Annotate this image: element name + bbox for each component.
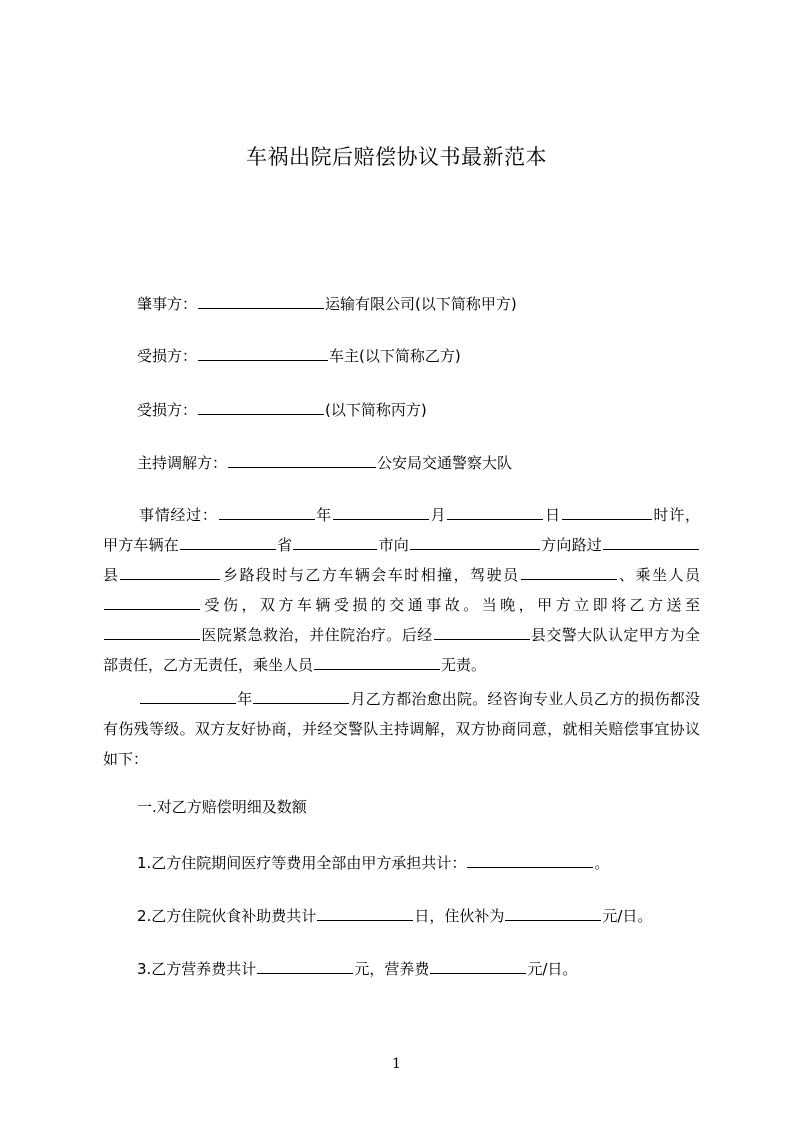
incident-blank-13 [434, 622, 530, 640]
item-3-blank-1 [257, 956, 353, 974]
incident-text-4: 日 [544, 506, 561, 524]
incident-text-12: 受伤，双方车辆受损的交通事故。当晚，甲方立即将乙方送至 [201, 596, 700, 614]
page-number: 1 [392, 1056, 401, 1072]
party-c-blank [198, 397, 324, 415]
incident-text-1: 事情经过： [139, 506, 218, 524]
item-1-line [137, 850, 609, 874]
item-1-end: 。 [594, 854, 610, 872]
incident-text-6: 省 [276, 536, 293, 554]
item-1-blank [467, 850, 593, 868]
party-b-blank [198, 343, 328, 361]
incident-blank-3 [447, 502, 543, 520]
item-2-line [137, 903, 652, 927]
incident-blank-6 [293, 532, 377, 550]
party-b-suffix: 车主(以下简称乙方) [329, 347, 461, 365]
incident-blank-8 [603, 532, 699, 550]
incident-text-7: 市向 [378, 536, 409, 554]
discharge-blank-2 [253, 686, 349, 704]
item-2-text: 2.乙方住院伙食补助费共计 [137, 907, 317, 925]
incident-blank-1 [219, 502, 315, 520]
incident-text-8: 方向路过 [540, 536, 602, 554]
party-a-suffix: 运输有限公司(以下简称甲方) [325, 295, 517, 313]
item-2-blank-2 [505, 903, 601, 921]
party-b-label: 受损方： [137, 347, 198, 365]
incident-blank-7 [410, 532, 540, 550]
document-title: 车祸出院后赔偿协议书最新范本 [246, 145, 547, 169]
discharge-blank-1 [140, 686, 236, 704]
party-a-blank [198, 291, 324, 309]
party-c-suffix: (以下简称丙方) [325, 401, 427, 419]
incident-text-5: 时许，甲方车辆在 [103, 506, 700, 554]
mediator-label: 主持调解方： [137, 454, 228, 472]
discharge-text-1: 年 [237, 690, 253, 708]
incident-text-3: 月 [429, 506, 447, 524]
incident-blank-4 [562, 502, 652, 520]
item-3-text: 3.乙方营养费共计 [137, 960, 257, 978]
item-3-end: 元/日。 [527, 960, 578, 978]
incident-text-2: 年 [315, 506, 332, 524]
incident-blank-9 [120, 562, 220, 580]
incident-blank-14 [314, 652, 440, 670]
item-3-mid: 元，营养费 [354, 960, 430, 978]
incident-paragraph [103, 500, 700, 680]
discharge-paragraph [103, 684, 700, 774]
party-c-label: 受损方： [137, 401, 198, 419]
incident-text-15: 无责。 [441, 656, 487, 674]
incident-blank-12 [104, 622, 200, 640]
party-b-line [137, 343, 461, 367]
incident-text-13: 医院紧急救治，并住院治疗。后经 [201, 626, 433, 644]
incident-blank-2 [333, 502, 429, 520]
discharge-text-2: 月乙方都治愈出院。经咨询专业人员乙方的损伤都没有伤残等级。双方友好协商，并经交警队主持调解，双方协商同意，就相关赔偿事宜协议如下： [103, 690, 700, 768]
item-2-mid: 日，住伙补为 [414, 907, 505, 925]
incident-text-11: 、乘坐人员 [617, 566, 700, 584]
party-a-line [137, 291, 517, 315]
section-1-heading: 一.对乙方赔偿明细及数额 [137, 798, 307, 816]
item-2-blank-1 [317, 903, 413, 921]
incident-blank-11 [104, 592, 200, 610]
incident-blank-10 [521, 562, 617, 580]
incident-text-10: 乡路段时与乙方车辆会车时相撞，驾驶员 [221, 566, 520, 584]
item-1-text: 1.乙方住院期间医疗等费用全部由甲方承担共计： [137, 854, 467, 872]
item-2-end: 元/日。 [602, 907, 653, 925]
item-3-line [137, 956, 577, 980]
mediator-suffix: 公安局交通警察大队 [377, 454, 513, 472]
mediator-blank [228, 450, 376, 468]
party-a-label: 肇事方： [137, 295, 198, 313]
incident-text-14: 县交警大队认定甲方为全部责任，乙方无责任，乘坐人员 [103, 626, 700, 674]
party-c-line [137, 397, 427, 421]
incident-blank-5 [180, 532, 276, 550]
incident-text-9: 县 [103, 566, 120, 584]
mediator-line [137, 450, 512, 474]
item-3-blank-2 [430, 956, 526, 974]
